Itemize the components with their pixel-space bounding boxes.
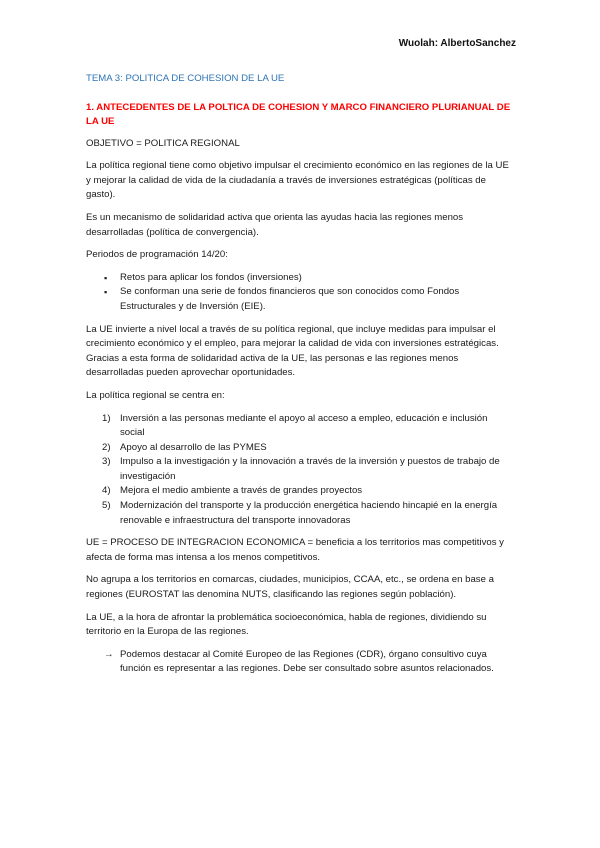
numbered-item	[102, 412, 514, 441]
numbered-item	[102, 499, 514, 528]
paragraph-3: Periodos de programación 14/20:	[86, 249, 228, 261]
item-text: Modernización del transporte y la producción energética haciendo hincapié en la energía renovable e infraestructura del transporte innovadoras	[120, 500, 498, 526]
paragraph-5: La política regional se centra en:	[86, 389, 225, 401]
item-number: 2)	[102, 441, 111, 453]
bullet-list	[86, 271, 514, 315]
item-number: 5)	[102, 500, 111, 512]
item-text: Inversión a las personas mediante el apoyo al acceso a empleo, educación e inclusión social	[120, 412, 488, 439]
arrow-note-text: Podemos destacar al Comité Europeo de las Regiones (CDR), órgano consultivo cuya función es representar a las regiones. Debe ser consultado sobre asuntos relacionados.	[120, 648, 494, 675]
item-text: Mejora el medio ambiente a través de grandes proyectos	[120, 485, 363, 497]
topic-title: TEMA 3: POLITICA DE COHESION DE LA UE	[86, 73, 285, 84]
item-number: 3)	[102, 456, 111, 468]
objective-line: OBJETIVO = POLITICA REGIONAL	[86, 137, 240, 149]
paragraph-6: UE = PROCESO DE INTEGRACION ECONOMICA = beneficia a los territorios mas competitivos y afecta de forma mas intensa a los menos competitivos.	[86, 537, 504, 563]
numbered-item	[102, 455, 514, 484]
numbered-item	[102, 441, 514, 456]
item-text: Impulso a la investigación y la innovación a través de la inversión y puestos de trabajo de investigación	[120, 456, 500, 482]
document-body	[86, 68, 514, 685]
paragraph-2: Es un mecanismo de solidaridad activa que orienta las ayudas hacia las regiones menos desarrolladas (política de convergencia).	[86, 211, 464, 238]
author-header: Wuolah: AlbertoSanchez	[398, 38, 516, 49]
bullet-item: ▪ Se conforman una serie de fondos financieros que son conocidos como Fondos Estructurales y de Inversión (EIE).	[120, 285, 514, 314]
bullet-item: ▪ Retos para aplicar los fondos (inversiones)	[120, 271, 514, 286]
arrow-note	[86, 648, 514, 677]
numbered-list	[86, 412, 514, 529]
paragraph-8: La UE, a la hora de afrontar la problemática socioeconómica, habla de regiones, dividiendo su territorio en la Europa de las regiones.	[86, 611, 487, 638]
arrow-icon: →	[104, 648, 114, 660]
item-number: 1)	[102, 412, 111, 424]
paragraph-4: La UE invierte a nivel local a través de su política regional, que incluye medidas para impulsar el crecimiento económico y el empleo, para mejorar la calidad de vida con inversiones estratégicas. Gracias a esta forma de solidaridad activa de la UE, las personas e las regiones menos desarrolladas pueden aprovechar oportunidades.	[86, 323, 499, 379]
item-text: Apoyo al desarrollo de las PYMES	[120, 441, 267, 453]
section-heading: 1. ANTECEDENTES DE LA POLTICA DE COHESION Y MARCO FINANCIERO PLURIANUAL DE LA UE	[86, 101, 511, 127]
paragraph-1: La política regional tiene como objetivo impulsar el crecimiento económico en las regiones de la UE y mejorar la calidad de vida de la ciudadanía a través de inversiones estratégicas (políticas de gasto).	[86, 160, 509, 201]
item-number: 4)	[102, 485, 111, 497]
paragraph-7: No agrupa a los territorios en comarcas, ciudades, municipios, CCAA, etc., se ordena en base a regiones (EUROSTAT las denomina NUTS, clasificando las regiones según población).	[86, 574, 494, 601]
numbered-item	[102, 484, 514, 499]
